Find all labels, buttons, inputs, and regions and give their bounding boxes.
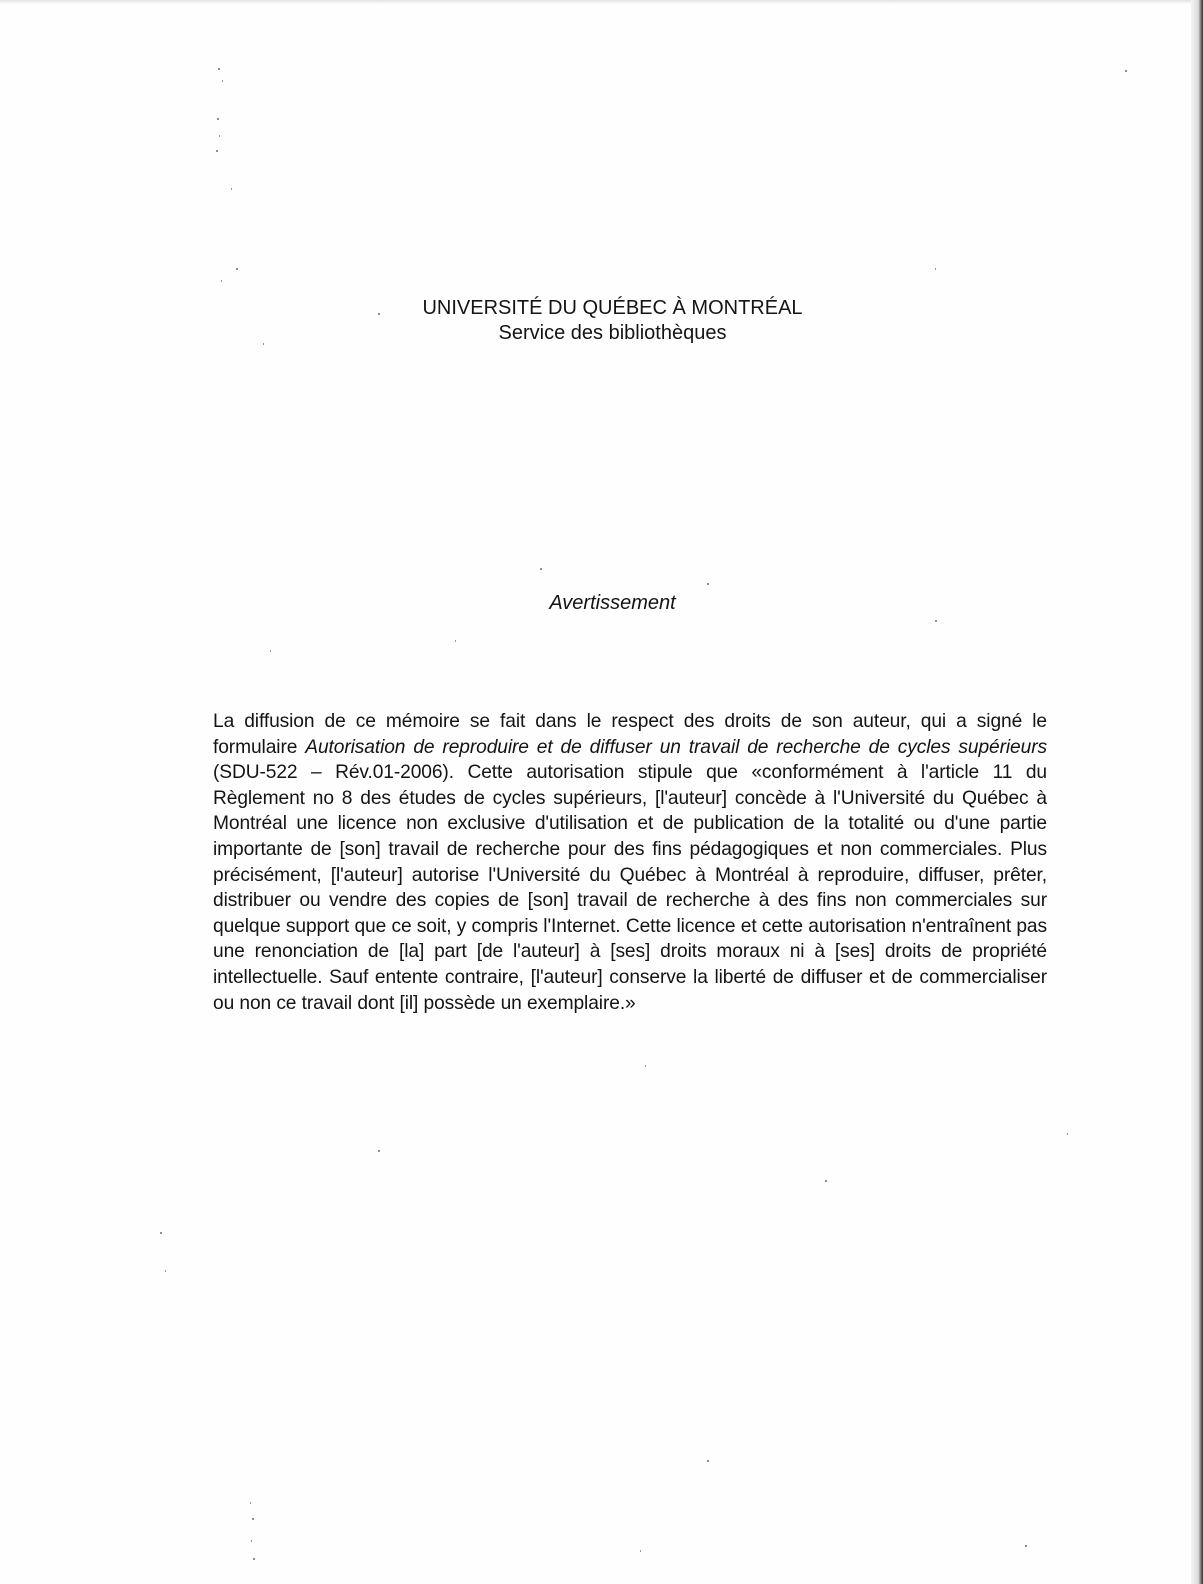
form-title: Autorisation de reproduire et de diffuser un travail de recherche de cycles supérieurs: [305, 736, 1047, 758]
institution-name: UNIVERSITÉ DU QUÉBEC À MONTRÉAL: [422, 297, 803, 319]
page-top-edge: [0, 0, 1203, 4]
speck: [253, 1558, 255, 1560]
speck: [707, 583, 709, 585]
speck: [270, 650, 271, 652]
speck: [216, 150, 218, 152]
speck: [222, 80, 223, 82]
speck: [1025, 1545, 1027, 1547]
service-name: Service des bibliothèques: [498, 322, 727, 344]
speck: [160, 1232, 162, 1234]
speck: [251, 1540, 252, 1542]
speck: [825, 1180, 827, 1182]
speck: [935, 268, 936, 270]
notice-paragraph: [213, 709, 1047, 1016]
speck: [231, 188, 232, 190]
speck: [221, 280, 222, 282]
speck: [540, 568, 542, 570]
speck: [455, 640, 456, 642]
speck: [1067, 1133, 1068, 1135]
speck: [1125, 70, 1127, 72]
speck: [252, 1518, 254, 1520]
document-header: [0, 296, 1203, 346]
notice-title: [0, 592, 1203, 615]
speck: [236, 268, 238, 270]
speck: [640, 1550, 641, 1552]
speck: [378, 1150, 380, 1152]
page-right-edge: [1191, 0, 1203, 1584]
speck: [935, 620, 937, 622]
notice-body-part1: La diffusion de ce mémoire se fait dans le respect des droits de son auteur, qui a signé le formulaire: [213, 711, 1047, 758]
speck: [217, 118, 219, 120]
speck: [218, 68, 220, 70]
speck: [250, 1502, 251, 1504]
speck: [219, 135, 220, 137]
speck: [165, 1270, 166, 1272]
speck: [645, 1065, 646, 1067]
notice-body-part2: (SDU-522 – Rév.01-2006). Cette autorisation stipule que «conformément à l'article 11 du Règlement no 8 des études de cycles supérieurs, [l'auteur] concède à l'Université du Québec à Montréal une licence non exclusive d'utilisation et de publication de la totalité ou d'une partie importante de [son] travail de recherche pour des fins pédagogiques et non commerciales. Plus précisément, [l'auteur] autorise l'Université du Québec à Montréal à reproduire, diffuser, prêter, distribuer ou vendre des copies de [son] travail de recherche à des fins non commerciales sur quelque support que ce soit, y compris l'Internet. Cette licence et cette autorisation n'entraînent pas une renonciation de [la] part [de l'auteur] à [ses] droits moraux ni à [ses] droits de propriété intellectuelle. Sauf entente contraire, [l'auteur] conserve la liberté de diffuser et de commercialiser ou non ce travail dont [il] possède un exemplaire.»: [213, 762, 1047, 1014]
notice-title-text: Avertissement: [549, 592, 676, 614]
speck: [707, 1460, 709, 1462]
